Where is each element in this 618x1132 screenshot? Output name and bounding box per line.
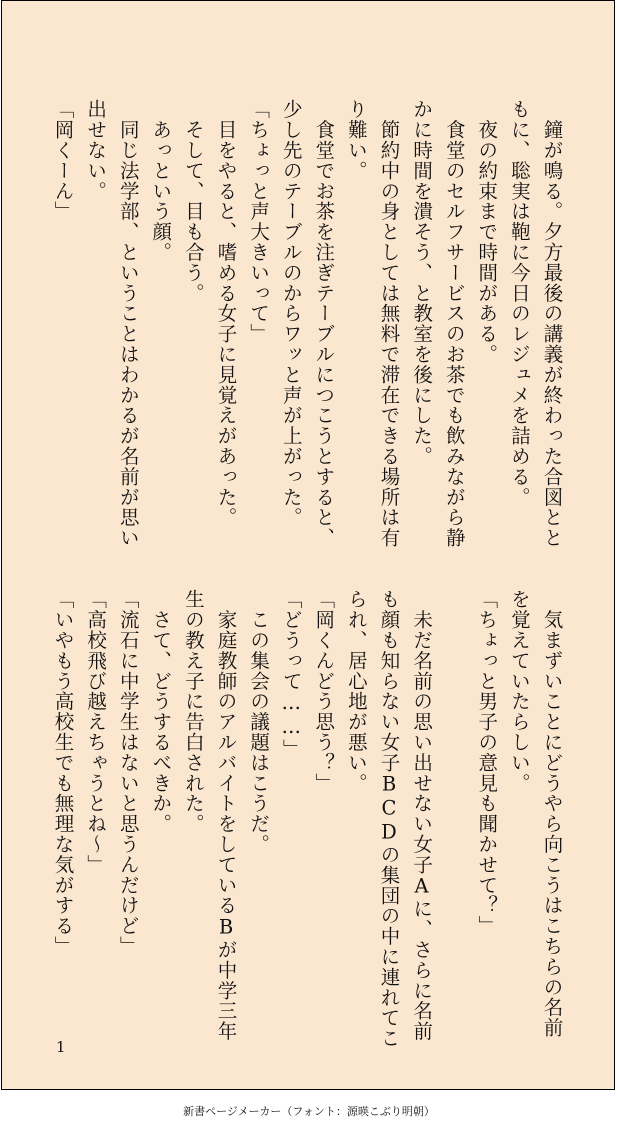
text-line: 「岡くんどう思う？」 (312, 589, 336, 793)
text-line: 「岡くーん」 (51, 99, 75, 222)
text-line: 出せない。 (84, 99, 108, 201)
text-line: 生の教え子に告白された。 (181, 589, 205, 834)
text-line: 気まずいことにどうやら向こうはこちらの名前 (540, 589, 564, 1038)
text-line: 家庭教師のアルバイトをしているBが中学三年 (214, 589, 238, 1042)
text-line: この集会の議題はこうだ。 (247, 589, 271, 855)
text-line: 少し先のテーブルのからワッと声が上がった。 (279, 99, 303, 528)
text-line: り難い。 (344, 99, 368, 181)
book-page (1, 0, 615, 1090)
text-line: 節約中の身としては無料で滞在できる場所は有 (377, 99, 401, 548)
text-line: 「流石に中学生はないと思うんだけど」 (116, 589, 140, 957)
text-line: 目をやると、嗜める女子に見覚えがあった。 (214, 99, 238, 528)
text-line: さて、どうするべきか。 (149, 589, 173, 834)
text-line: そして、目も合う。 (181, 99, 205, 303)
lower-text-block (2, 1, 614, 1089)
text-line: 同じ法学部、ということはわかるが名前が思い (116, 99, 140, 548)
text-line: も顔も知らない女子BCDの集団の中に連れてこ (377, 589, 401, 1049)
text-line: 「高校飛び越えちゃうとね～」 (84, 589, 108, 875)
page-number: 1 (56, 1038, 66, 1056)
text-line: 「ちょっと男子の意見も聞かせて？」 (475, 589, 499, 936)
text-line: 「ちょっと声大きいって」 (247, 99, 271, 344)
text-line: あっという顔。 (149, 99, 173, 263)
text-line: 食堂でお茶を注ぎテーブルにつこうとすると、 (312, 99, 336, 548)
text-line: 食堂のセルフサービスのお茶でも飲みながら静 (442, 99, 466, 548)
text-line: 「いやもう高校生でも無理な気がする」 (51, 589, 75, 957)
text-line: 鐘が鳴る。夕方最後の講義が終わった合図とと (540, 99, 564, 548)
text-line: かに時間を潰そう、と教室を後にした。 (410, 99, 434, 467)
footer-caption: 新書ページメーカー（フォント：源暎こぶり明朝） (183, 1105, 435, 1118)
text-line: もに、聡実は鞄に今日のレジュメを詰める。 (507, 99, 531, 507)
text-line: 「どうって……」 (279, 589, 303, 760)
text-line: 未だ名前の思い出せない女子Aに、さらに名前 (410, 589, 434, 1042)
text-line: 夜の約束まで時間がある。 (475, 99, 499, 365)
text-line: られ、居心地が悪い。 (344, 589, 368, 793)
text-line: を覚えていたらしい。 (507, 589, 531, 793)
